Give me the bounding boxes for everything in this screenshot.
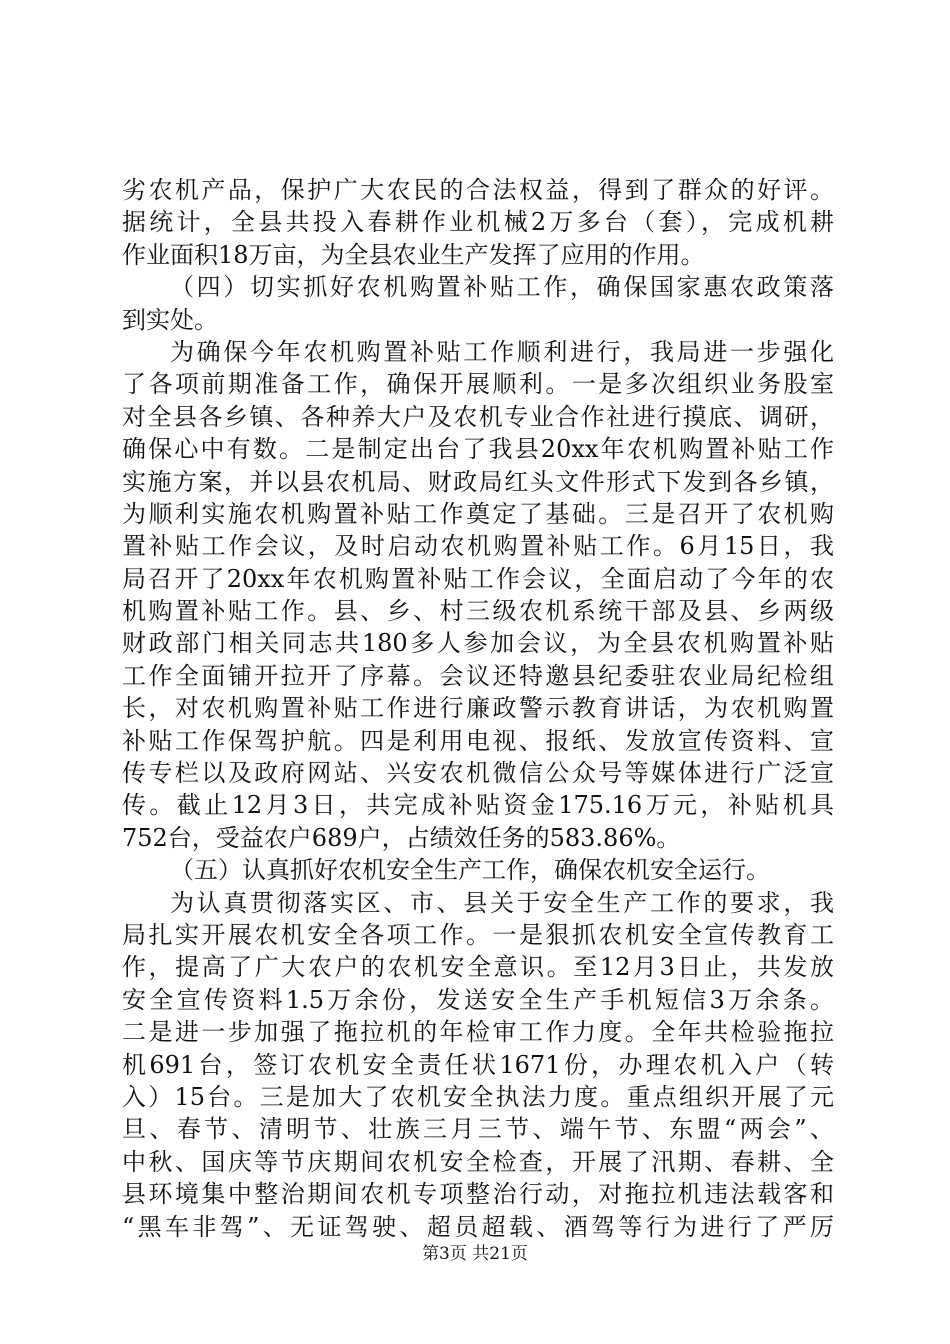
text-line: 财政部门相关同志共180多人参加会议，为全县农机购置补贴 — [122, 629, 834, 658]
text-line: 确保心中有数。二是制定出台了我县20xx年农机购置补贴工作 — [122, 435, 834, 464]
text-line: 局扎实开展农机安全各项工作。一是狠抓农机安全宣传教育工 — [122, 920, 834, 949]
text-line: “黑车非驾”、无证驾驶、超员超载、酒驾等行为进行了严厉 — [122, 1212, 834, 1241]
text-line: 劣农机产品，保护广大农民的合法权益，得到了群众的好评。 — [122, 176, 834, 204]
body-text — [122, 174, 834, 1243]
section-heading-line: （五）认真抓好农机安全生产工作，确保农机安全运行。 — [170, 856, 770, 885]
text-line: 据统计，全县共投入春耕作业机械2万多台（套），完成机耕 — [122, 208, 834, 237]
text-line: 中秋、国庆等节庆期间农机安全检查，开展了汛期、春耕、全 — [122, 1147, 834, 1176]
text-line: 实施方案，并以县农机局、财政局红头文件形式下发到各乡镇， — [122, 467, 834, 496]
section-heading-line: （四）切实抓好农机购置补贴工作，确保国家惠农政策落 — [170, 273, 834, 302]
text-line: 作，提高了广大农户的农机安全意识。至12月3日止，共发放 — [122, 953, 834, 982]
text-line: 旦、春节、清明节、壮族三月三节、端午节、东盟“两会”、 — [122, 1115, 834, 1144]
text-line: 752台，受益农户689户，占绩效任务的583.86%。 — [122, 823, 681, 852]
text-line: 机691台，签订农机安全责任状1671份，办理农机入户（转 — [122, 1050, 834, 1079]
text-line: 了各项前期准备工作，确保开展顺利。一是多次组织业务股室 — [122, 370, 834, 399]
section-heading-line: 到实处。 — [122, 305, 218, 334]
text-line: 二是进一步加强了拖拉机的年检审工作力度。全年共检验拖拉 — [122, 1018, 834, 1047]
text-line: 作业面积18万亩，为全县农业生产发挥了应用的作用。 — [122, 240, 705, 269]
text-line: 入）15台。三是加大了农机安全执法力度。重点组织开展了元 — [122, 1082, 834, 1111]
page-number-footer: 第3页 共21页 — [422, 1244, 528, 1264]
text-line: 县环境集中整治期间农机专项整治行动，对拖拉机违法载客和 — [122, 1180, 834, 1209]
text-line: 补贴工作保驾护航。四是利用电视、报纸、发放宣传资料、宣 — [122, 726, 834, 755]
text-line: 长，对农机购置补贴工作进行廉政警示教育讲话，为农机购置 — [122, 694, 834, 723]
text-line: 传专栏以及政府网站、兴安农机微信公众号等媒体进行广泛宣 — [122, 759, 834, 788]
text-line: 置补贴工作会议，及时启动农机购置补贴工作。6月15日，我 — [122, 532, 834, 561]
text-line: 为确保今年农机购置补贴工作顺利进行，我局进一步强化 — [170, 337, 834, 366]
text-line: 工作全面铺开拉开了序幕。会议还特邀县纪委驻农业局纪检组 — [122, 661, 834, 690]
text-line: 传。截止12月3日，共完成补贴资金175.16万元，补贴机具 — [122, 791, 834, 820]
text-line: 机购置补贴工作。县、乡、村三级农机系统干部及县、乡两级 — [122, 597, 834, 626]
text-line: 局召开了20xx年农机购置补贴工作会议，全面启动了今年的农 — [122, 564, 834, 593]
text-line: 对全县各乡镇、各种养大户及农机专业合作社进行摸底、调研， — [122, 402, 834, 431]
text-line: 安全宣传资料1.5万余份，发送安全生产手机短信3万余条。 — [122, 985, 834, 1014]
text-line: 为顺利实施农机购置补贴工作奠定了基础。三是召开了农机购 — [122, 499, 834, 528]
text-line: 为认真贯彻落实区、市、县关于安全生产工作的要求，我 — [170, 888, 834, 917]
